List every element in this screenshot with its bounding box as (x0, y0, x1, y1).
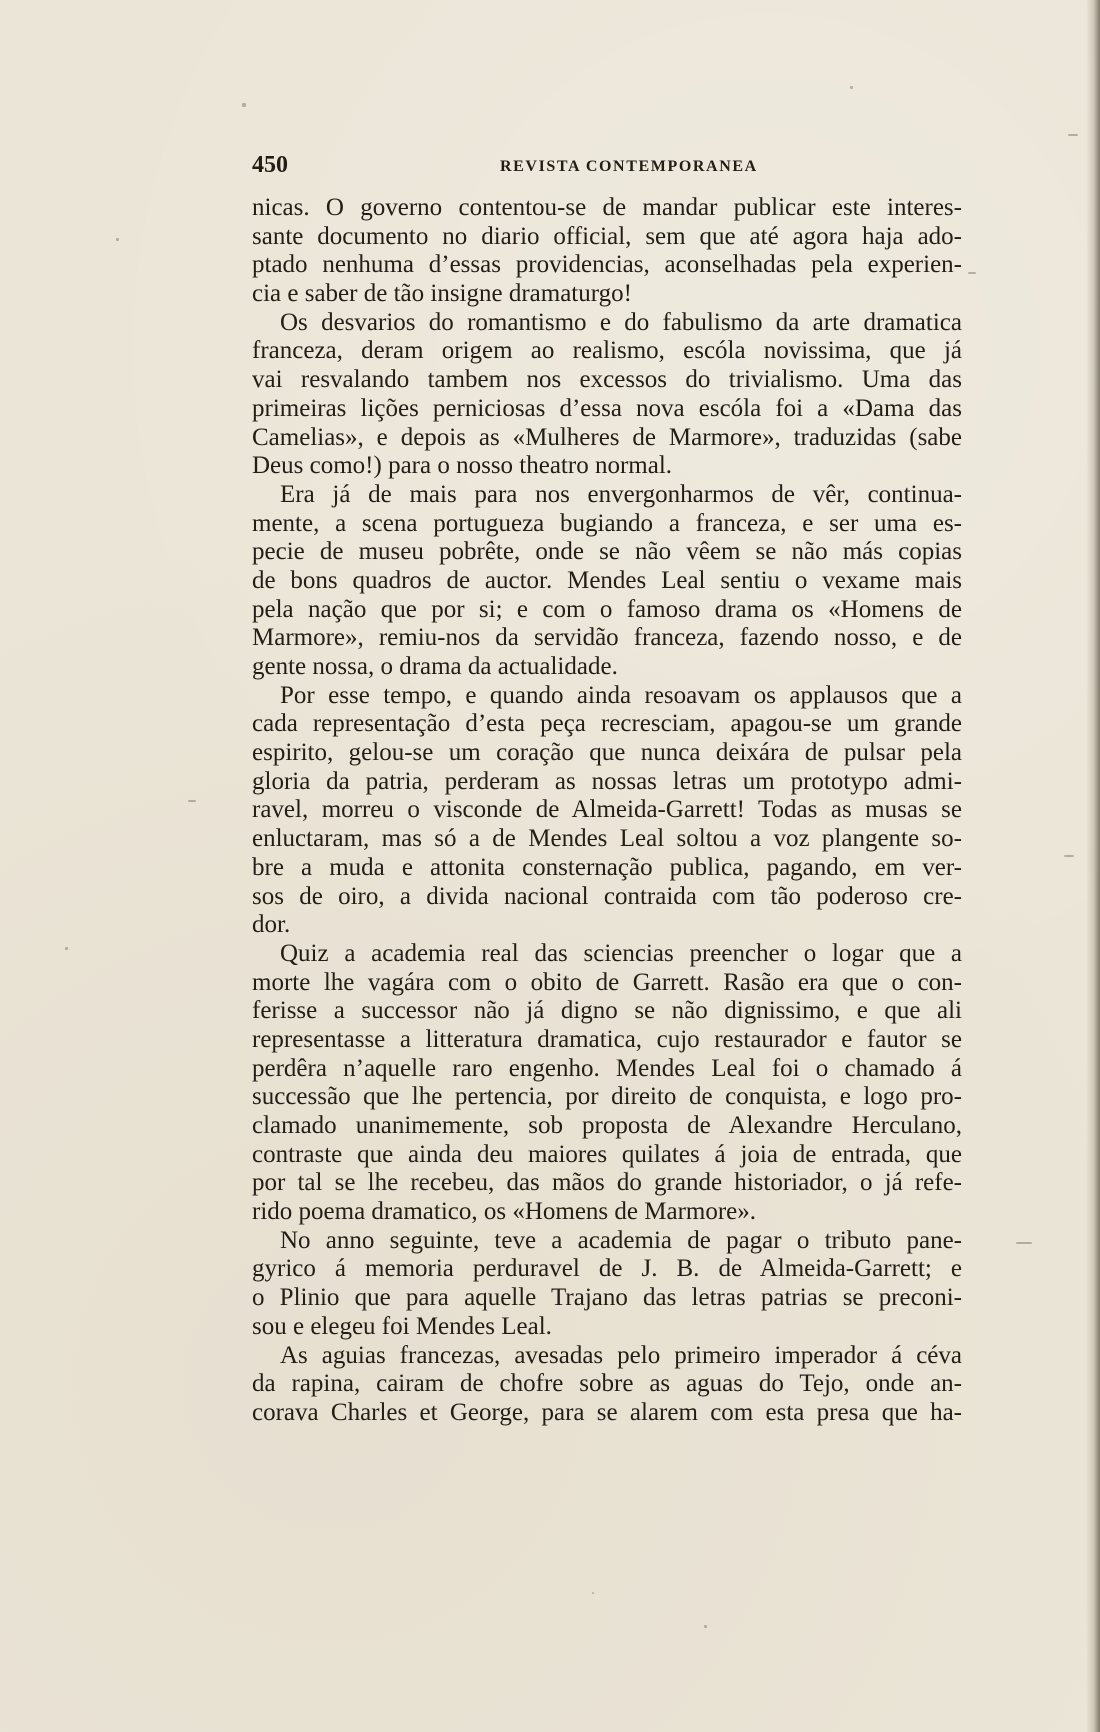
text-line: franceza, deram origem ao realismo, escóla novissima, que já (252, 337, 962, 365)
text-line: dor. (252, 911, 291, 939)
text-line: sante documento no diario official, sem que até agora haja ado- (252, 222, 962, 250)
text-line: enluctaram, mas só a de Mendes Leal soltou a voz plangente so- (252, 825, 962, 853)
text-line: clamado unanimemente, sob proposta de Alexandre Herculano, (252, 1112, 962, 1139)
text-line: Por esse tempo, e quando ainda resoavam os applausos que a (280, 681, 962, 709)
text-line: sou e elegeu foi Mendes Leal. (252, 1312, 552, 1340)
text-line: ferisse a successor não já digno se não dignissimo, e que ali (252, 997, 962, 1025)
text-line: nicas. O governo contentou-se de mandar publicar este interes- (252, 194, 962, 221)
text-line: Os desvarios do romantismo e do fabulismo da arte dramatica (280, 308, 962, 336)
text-line: mente, a scena portugueza bugiando a franceza, e ser uma es- (252, 509, 962, 537)
running-title: REVISTA CONTEMPORANEA (500, 158, 758, 175)
text-line: cada representação d’esta peça recresciam, apagou-se um grande (252, 710, 962, 738)
text-line: gyrico á memoria perduravel de J. B. de Almeida-Garrett; e (252, 1255, 962, 1283)
text-line: pecie de museu pobrête, onde se não vêem se não más copias (252, 538, 962, 566)
paper-speck (592, 1592, 594, 1594)
paper-speck (1016, 1242, 1032, 1244)
text-line: corava Charles et George, para se alarem com esta presa que ha- (252, 1398, 962, 1426)
page-number: 450 (252, 152, 288, 178)
text-line: gente nossa, o drama da actualidade. (252, 653, 618, 680)
text-line: successão que lhe pertencia, por direito de conquista, e logo pro- (252, 1083, 962, 1111)
page-header (252, 152, 962, 182)
text-line: espirito, gelou-se um coração que nunca deixára de pulsar pela (252, 739, 962, 767)
text-line: perdêra n’aquelle raro engenho. Mendes Leal foi o chamado á (252, 1054, 962, 1082)
text-line: No anno seguinte, teve a academia de pagar o tributo pane- (280, 1226, 962, 1254)
text-line: rido poema dramatico, os «Homens de Marmore». (252, 1198, 757, 1226)
text-line: As aguias francezas, avesadas pelo primeiro imperador á céva (280, 1341, 962, 1369)
text-line: de bons quadros de auctor. Mendes Leal sentiu o vexame mais (252, 566, 962, 594)
text-line: bre a muda e attonita consternação publica, pagando, em ver- (252, 853, 962, 881)
text-line: Marmore», remiu-nos da servidão franceza, fazendo nosso, e de (252, 624, 962, 652)
text-line: Era já de mais para nos envergonharmos de vêr, continua- (280, 480, 962, 508)
text-line: Camelias», e depois as «Mulheres de Marmore», traduzidas (sabe (252, 423, 962, 451)
paper-speck (116, 238, 119, 241)
text-line: pela nação que por si; e com o famoso drama os «Homens de (252, 595, 962, 623)
text-line: Deus como!) para o nosso theatro normal. (252, 452, 673, 480)
text-line: por tal se lhe recebeu, das mãos do grande historiador, o já refe- (252, 1169, 962, 1197)
text-line: da rapina, cairam de chofre sobre as aguas do Tejo, onde an- (252, 1370, 962, 1398)
text-line: vai resvalando tambem nos excessos do trivialismo. Uma das (252, 366, 962, 394)
text-line: contraste que ainda deu maiores quilates á joia de entrada, que (252, 1140, 962, 1168)
text-line: Quiz a academia real das sciencias preencher o logar que a (280, 939, 962, 967)
paper-speck (242, 103, 246, 107)
paper-speck (65, 947, 68, 950)
paper-speck (968, 272, 976, 274)
body-text (252, 194, 962, 1428)
text-line: ravel, morreu o visconde de Almeida-Garrett! Todas as musas se (252, 796, 962, 824)
text-line: gloria da patria, perderam as nossas letras um prototypo admi- (252, 767, 962, 795)
text-line: sos de oiro, a divida nacional contraida com tão poderoso cre- (252, 882, 962, 910)
text-line: ptado nenhuma d’essas providencias, aconselhadas pela experien- (252, 251, 962, 279)
text-line: o Plinio que para aquelle Trajano das letras patrias se preconi- (252, 1284, 962, 1312)
text-line: morte lhe vagára com o obito de Garrett. Rasão era que o con- (252, 968, 962, 996)
paper-speck (188, 800, 196, 802)
paper-speck (1064, 855, 1074, 857)
paper-speck (850, 86, 853, 89)
text-line: primeiras lições perniciosas d’essa nova escóla foi a «Dama das (252, 394, 962, 422)
text-line: cia e saber de tão insigne dramaturgo! (252, 280, 632, 308)
paper-speck (1068, 134, 1078, 136)
text-line: representasse a litteratura dramatica, cujo restaurador e fautor se (252, 1025, 962, 1053)
page-edge-shadow (1086, 0, 1100, 1732)
paper-speck (704, 1625, 707, 1628)
